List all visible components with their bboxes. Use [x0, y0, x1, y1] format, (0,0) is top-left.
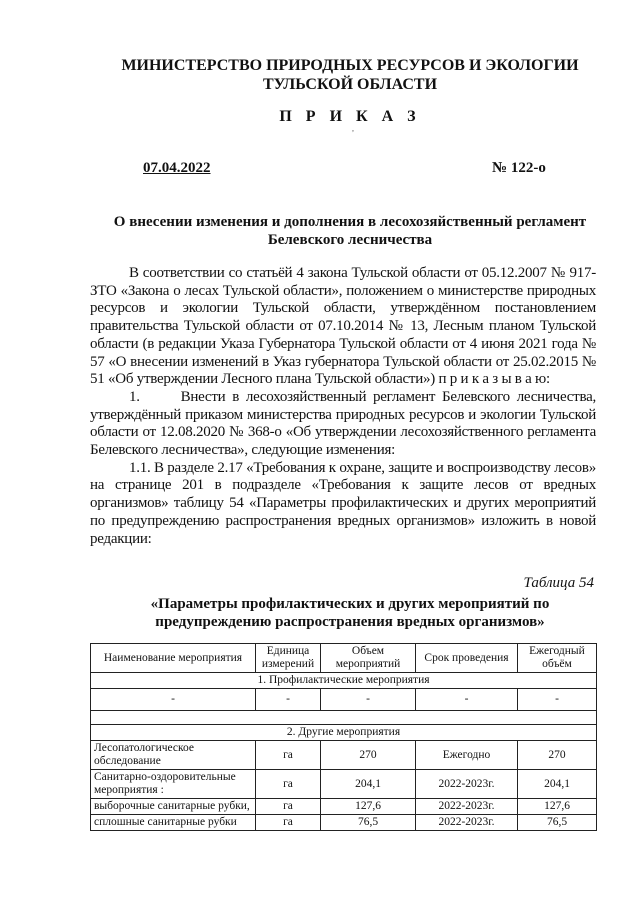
table-cell: 127,6 [321, 799, 416, 815]
preamble-paragraph [90, 265, 596, 389]
subject-line1: О внесении изменения и дополнения в лесохозяйственный регламент [113, 214, 587, 230]
preamble-text: В соответствии со статьёй 4 закона Тульской области от 05.12.2007 № 917-ЗТО «Закона о лесах Тульской области», положением о министерстве природных ресурсов и экологии Тульской области, утверждённом постановлением правительства Тульской области от 07.10.2014 № 13, Лесным планом Тульской области (в редакции Указа Губернатора Тульской области от 4 июня 2021 года № 57 «О внесении изменений в Указ губернатора Тульской области от 25.02.2015 № 51 «Об утверждении Лесного плана Тульской области») [90, 265, 596, 388]
spacer-row [91, 711, 597, 725]
table-cell: 270 [321, 741, 416, 770]
table-title-line1: «Параметры профилактических и других мероприятий по [150, 596, 550, 612]
order-body [90, 265, 596, 548]
table-cell: - [518, 689, 597, 711]
table-cell: 2022-2023г. [416, 815, 518, 831]
order-heading: П Р И К А З [279, 108, 421, 125]
item-1-1-paragraph: 1.1. В разделе 2.17 «Требования к охране, защите и воспроизводству лесов» на странице 201 в подразделе «Требования к защите лесов от вредных организмов» таблицу 54 «Параметры профилактических и других мероприятий по предупреждению распространения вредных организмов» изложить в новой редакции: [90, 459, 596, 547]
table-title-line2: предупреждению распространения вредных организмов» [155, 614, 545, 630]
scan-mark: , [352, 124, 354, 133]
ministry-name-line1: МИНИСТЕРСТВО ПРИРОДНЫХ РЕСУРСОВ И ЭКОЛОГИИ [121, 57, 579, 74]
table-cell: 270 [518, 741, 597, 770]
table-cell: 76,5 [518, 815, 597, 831]
table-cell: - [321, 689, 416, 711]
header-cell: Единица измерений [256, 644, 321, 673]
table-cell: 76,5 [321, 815, 416, 831]
empty-cell [91, 711, 597, 725]
order-subject [60, 213, 640, 249]
table-cell: га [256, 799, 321, 815]
table-row [91, 770, 597, 799]
table-cell: га [256, 741, 321, 770]
header-cell: Срок проведения [416, 644, 518, 673]
table-row [91, 689, 597, 711]
table-cell: - [91, 689, 256, 711]
table-cell: - [256, 689, 321, 711]
table-cell: Ежегодно [416, 741, 518, 770]
table-cell: 127,6 [518, 799, 597, 815]
table-row [91, 799, 597, 815]
table-cell: Санитарно-оздоровительные мероприятия : [91, 770, 256, 799]
section-row [91, 673, 597, 689]
table-cell: 2022-2023г. [416, 770, 518, 799]
table-cell: 2022-2023г. [416, 799, 518, 815]
ministry-name [60, 56, 640, 94]
item-1-number: 1. [129, 388, 140, 405]
table-cell: 204,1 [518, 770, 597, 799]
table-caption: Таблица 54 [523, 575, 594, 591]
table-header-row [91, 644, 597, 673]
table-cell: выборочные санитарные рубки, [91, 799, 256, 815]
table-cell: сплошные санитарные рубки [91, 815, 256, 831]
table-title [60, 595, 640, 631]
order-verb: п р и к а з ы в а ю: [438, 371, 550, 388]
subject-line2: Белевского лесничества [267, 232, 433, 248]
item-1-paragraph [90, 389, 596, 460]
measures-table [90, 643, 597, 831]
header-cell: Объем мероприятий [321, 644, 416, 673]
order-number: № 122-о [492, 160, 546, 176]
ministry-name-line2: ТУЛЬСКОЙ ОБЛАСТИ [262, 76, 438, 93]
table-cell: га [256, 770, 321, 799]
header-cell: Ежегодный объём [518, 644, 597, 673]
table-cell: - [416, 689, 518, 711]
table-row [91, 741, 597, 770]
table-cell: га [256, 815, 321, 831]
table-row [91, 815, 597, 831]
table-cell: Лесопатологическое обследование [91, 741, 256, 770]
item-1-text: Внести в лесохозяйственный регламент Белевского лесничества, утверждённый приказом министерства природных ресурсов и экологии Тульской области от 12.08.2020 № 368-о «Об утверждении лесохозяйственного регламента Белевского лесничества», следующие изменения: [90, 388, 596, 459]
section-row [91, 725, 597, 741]
section-title: 1. Профилактические мероприятия [91, 673, 597, 689]
order-date: 07.04.2022 [143, 160, 211, 176]
table-cell: 204,1 [321, 770, 416, 799]
header-cell: Наименование мероприятия [91, 644, 256, 673]
section-title: 2. Другие мероприятия [91, 725, 597, 741]
